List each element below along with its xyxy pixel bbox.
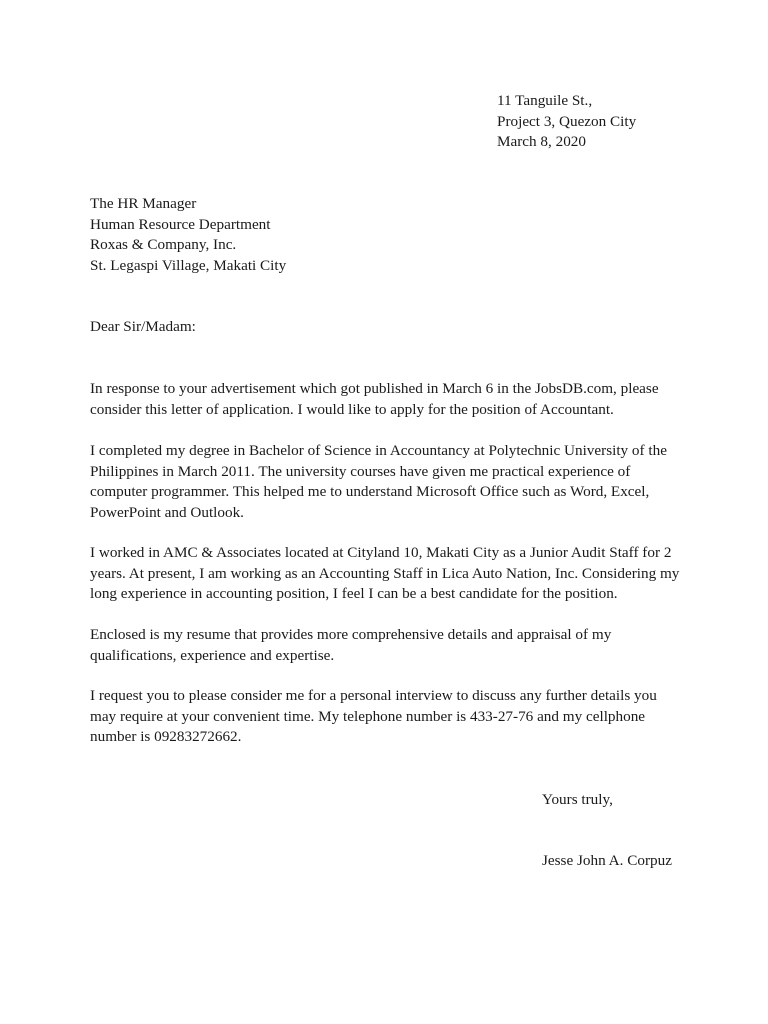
body-paragraph-5 <box>90 686 657 748</box>
body-paragraph-3 <box>90 543 679 605</box>
recipient-title: The HR Manager <box>90 195 197 212</box>
recipient-department: Human Resource Department <box>90 215 271 233</box>
paragraph-line: long experience in accounting position, I feel I can be a best candidate for the position. <box>90 585 618 602</box>
letter-date: March 8, 2020 <box>497 133 586 150</box>
paragraph-line: computer programmer. This helped me to understand Microsoft Office such as Word, Excel, <box>90 483 650 500</box>
sender-street: 11 Tanguile St., <box>497 92 593 109</box>
paragraph-line: I request you to please consider me for a personal interview to discuss any further details you <box>90 687 657 704</box>
sender-address <box>497 91 636 153</box>
sender-city: Project 3, Quezon City <box>497 112 637 130</box>
recipient-location: St. Legaspi Village, Makati City <box>90 256 287 274</box>
paragraph-line: qualifications, experience and expertise. <box>90 646 335 664</box>
body-paragraph-2 <box>90 441 667 523</box>
salutation-text: Dear Sir/Madam: <box>90 318 196 335</box>
recipient-address <box>90 194 286 276</box>
paragraph-line: years. At present, I am working as an Accounting Staff in Lica Auto Nation, Inc. Considering my <box>90 564 680 582</box>
paragraph-line: number is 09283272662. <box>90 728 242 745</box>
paragraph-line: In response to your advertisement which got published in March 6 in the JobsDB.com, please <box>90 380 659 397</box>
closing <box>542 790 613 811</box>
salutation <box>90 317 196 338</box>
paragraph-line: Enclosed is my resume that provides more comprehensive details and appraisal of my <box>90 626 612 643</box>
paragraph-line: Philippines in March 2011. The university courses have given me practical experience of <box>90 462 631 480</box>
body-paragraph-4 <box>90 625 611 666</box>
closing-text: Yours truly, <box>542 791 613 808</box>
signature <box>542 851 672 872</box>
paragraph-line: PowerPoint and Outlook. <box>90 503 244 521</box>
paragraph-line: consider this letter of application. I would like to apply for the position of Accountant. <box>90 400 614 418</box>
recipient-company: Roxas & Company, Inc. <box>90 236 237 253</box>
signature-name: Jesse John A. Corpuz <box>542 852 672 869</box>
paragraph-line: may require at your convenient time. My telephone number is 433-27-76 and my cellphone <box>90 707 646 725</box>
paragraph-line: I completed my degree in Bachelor of Science in Accountancy at Polytechnic University of the <box>90 442 667 459</box>
body-paragraph-1 <box>90 379 659 420</box>
paragraph-line: I worked in AMC & Associates located at Cityland 10, Makati City as a Junior Audit Staff for 2 <box>90 544 672 561</box>
